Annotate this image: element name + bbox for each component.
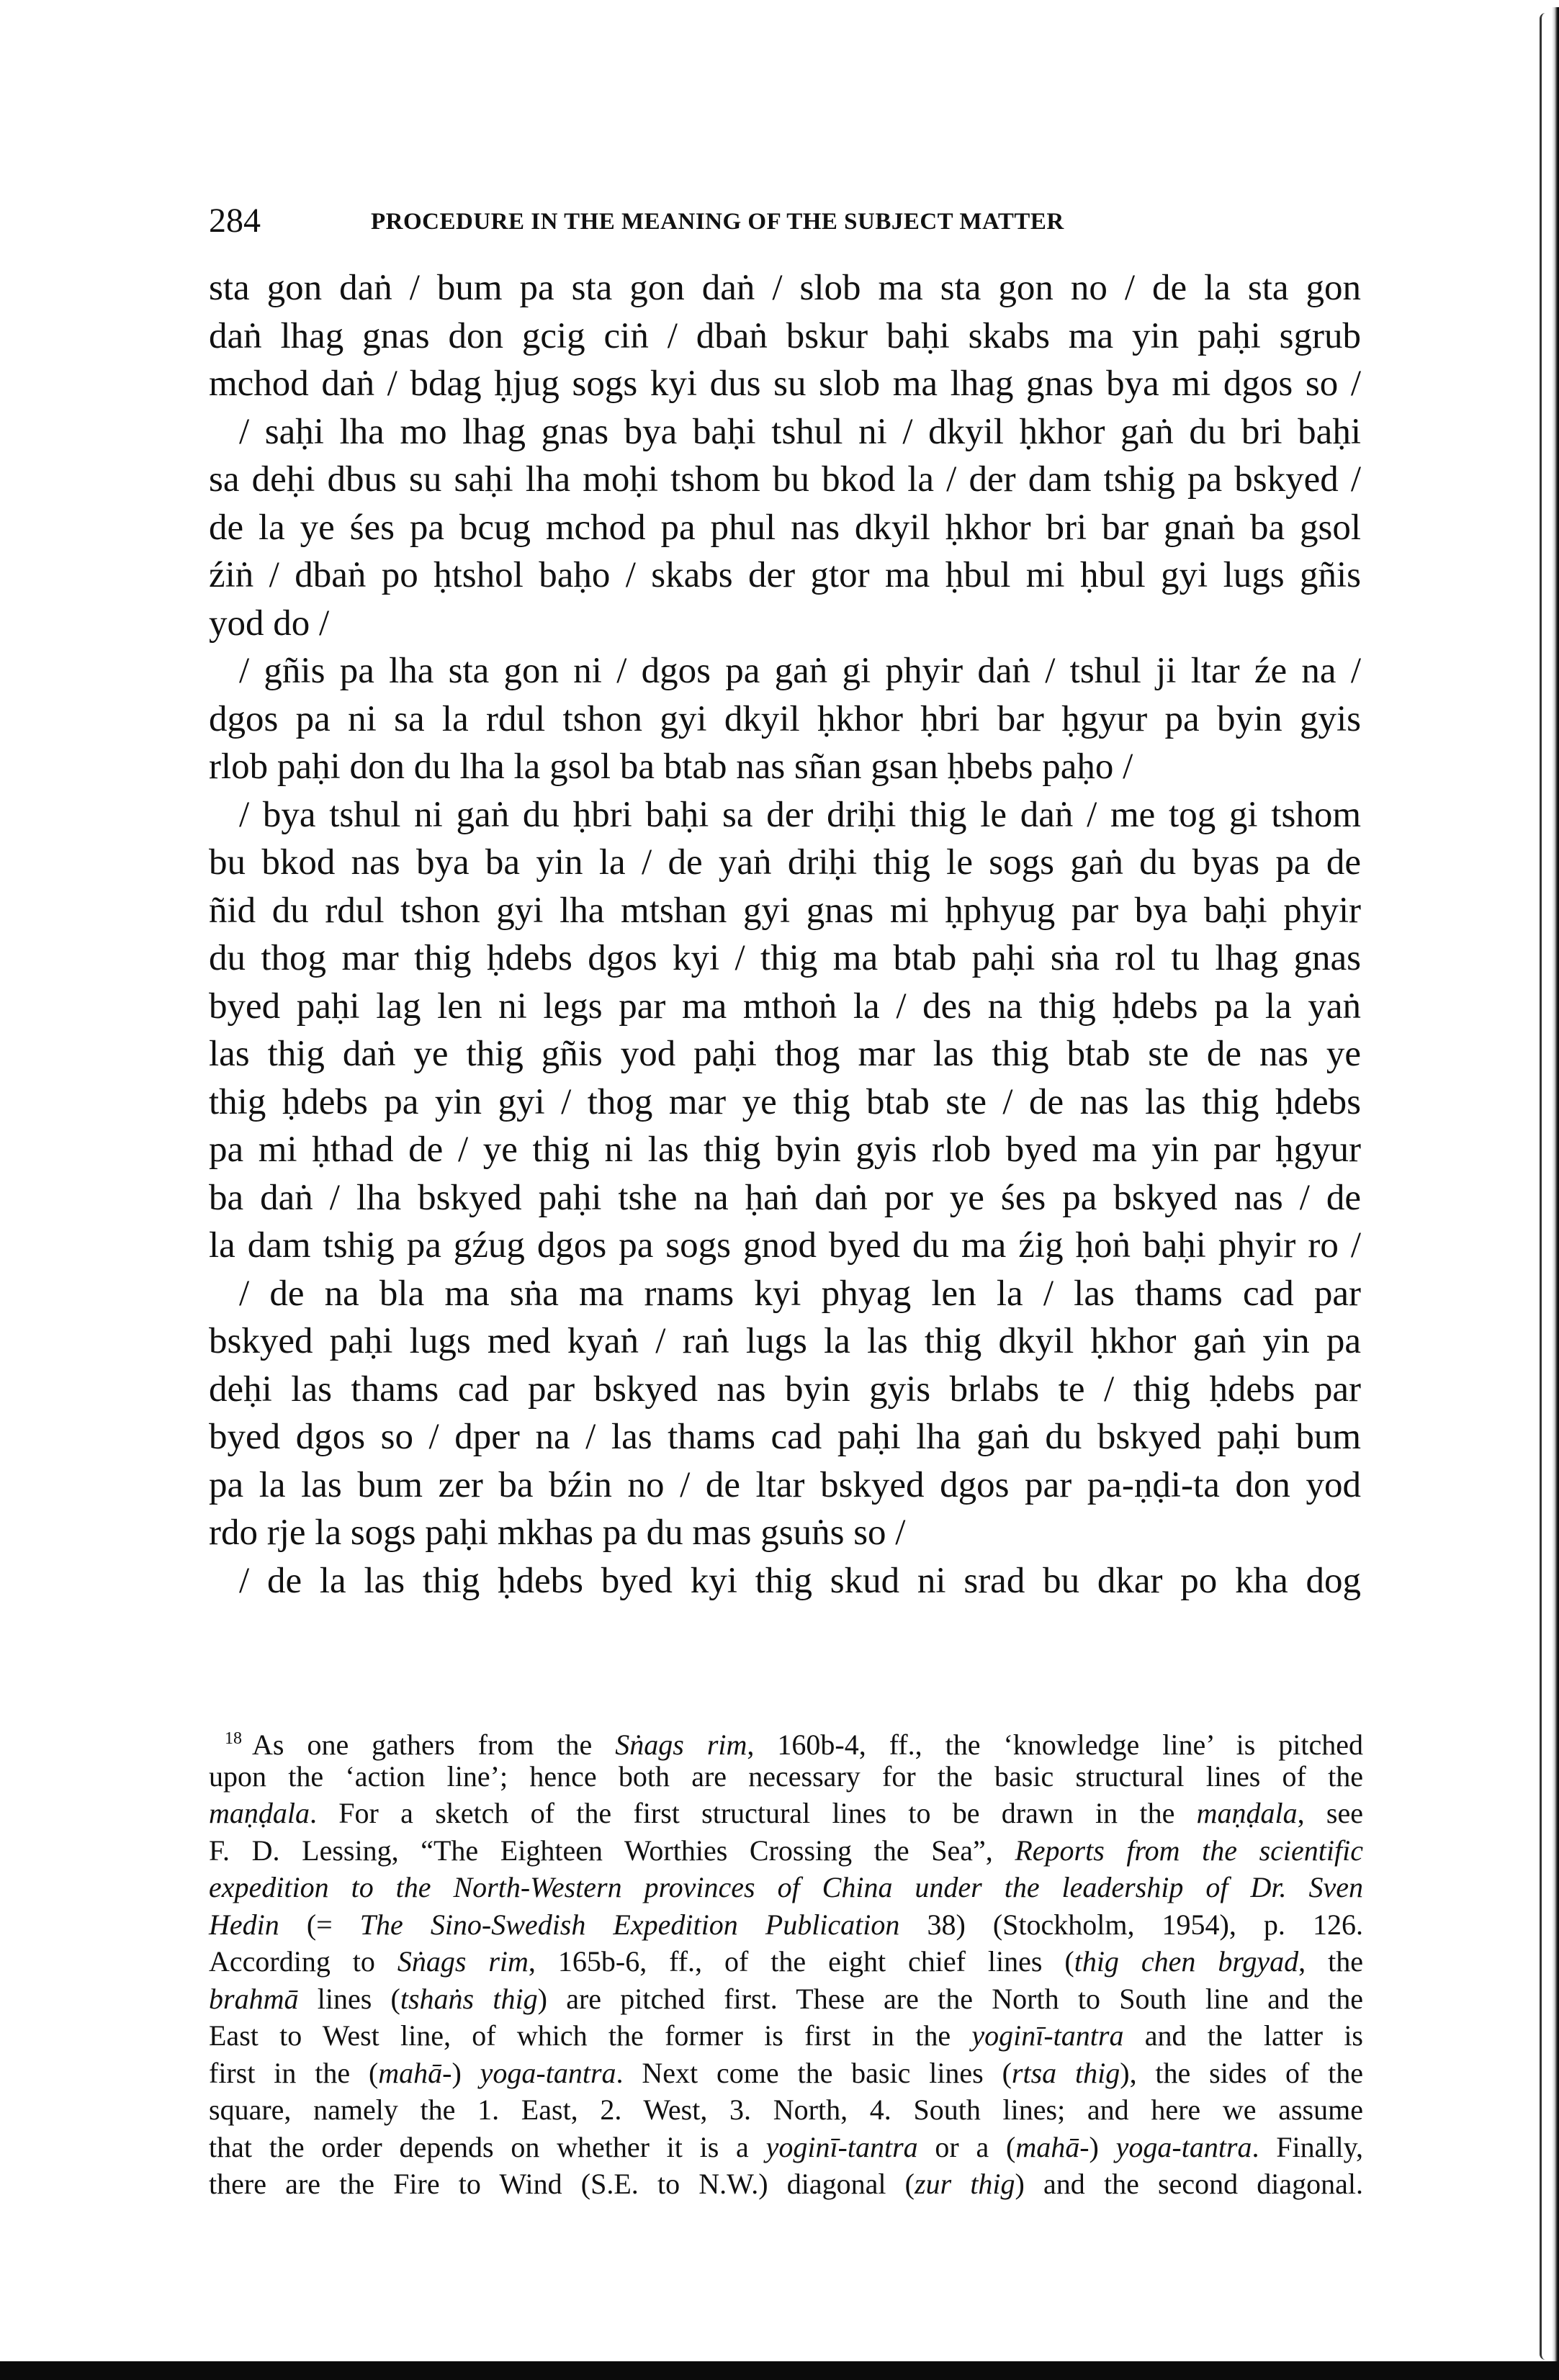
footnote-text: ) are pitched first. These are the North to South line and the	[537, 1982, 1363, 2015]
footnote-italic-text: Reports from the scientific	[1015, 1834, 1363, 1867]
footnote-line	[209, 2165, 1363, 2203]
footnote-text: . Finally,	[1252, 2130, 1363, 2163]
footnote-line	[209, 2091, 1363, 2129]
footnote-line	[209, 1795, 1363, 1832]
footnote-italic-text: tshaṅs thig	[400, 1982, 538, 2015]
body-line: rdo rje la sogs paḥi mkhas pa du mas gsuṅs so /	[209, 1513, 906, 1553]
footnote-text: lines (	[298, 1982, 400, 2015]
body-line: ba daṅ / lha bskyed paḥi tshe na ḥaṅ daṅ por ye śes pa bskyed nas / de	[209, 1177, 1361, 1218]
footnote-text: )	[1089, 2130, 1116, 2163]
footnote-italic-text: maṇḍala	[1196, 1797, 1298, 1829]
footnote-line	[209, 1906, 1363, 1944]
footnote	[209, 1721, 1363, 2203]
body-line: / bya tshul ni gaṅ du ḥbri baḥi sa der driḥi thig le daṅ / me tog gi tshom	[239, 794, 1361, 835]
footnote-text: and the latter is	[1123, 2019, 1363, 2052]
footnote-italic-text: yoga-tantra	[1115, 2130, 1252, 2163]
body-line: / gñis pa lha sta gon ni / dgos pa gaṅ gi phyir daṅ / tshul ji ltar źe na /	[239, 651, 1361, 691]
footnote-text: . For a sketch of the first structural lines to be drawn in the	[310, 1797, 1197, 1829]
footnote-text: upon the ‘action line’; hence both are necessary for the basic structural lines of the	[209, 1759, 1363, 1793]
footnote-marker: 18	[225, 1729, 242, 1748]
body-line: thig ḥdebs pa yin gyi / thog mar ye thig btab ste / de nas las thig ḥdebs	[209, 1081, 1361, 1122]
footnote-text: first in the (	[209, 2056, 379, 2089]
body-line: du thog mar thig ḥdebs dgos kyi / thig ma btab paḥi sṅa rol tu lhag gnas	[209, 938, 1361, 978]
footnote-line	[209, 1721, 1363, 1761]
footnote-italic-text: rtsa thig	[1011, 2056, 1120, 2089]
footnote-text: , see	[1297, 1797, 1363, 1829]
body-line: deḥi las thams cad par bskyed nas byin gyis brlabs te / thig ḥdebs par	[209, 1369, 1361, 1410]
footnote-italic-text: mahā-	[378, 2056, 452, 2089]
body-line: dgos pa ni sa la rdul tshon gyi dkyil ḥkhor ḥbri bar ḥgyur pa byin gyis	[209, 698, 1361, 739]
footnote-line	[209, 1980, 1363, 2018]
body-line: pa mi ḥthad de / ye thig ni las thig byin gyis rlob byed ma yin par ḥgyur	[209, 1130, 1361, 1170]
footnote-italic-text: expedition to the North-Western provinces of China under the leadership of Dr. Sven	[209, 1871, 1363, 1903]
footnote-text: As one gathers from the	[252, 1728, 616, 1761]
footnote-text: , 160b-4, ff., the ‘knowledge line’ is pitched	[747, 1728, 1363, 1761]
page-header	[209, 203, 1361, 239]
footnote-line	[209, 1832, 1363, 1870]
footnote-line	[209, 2017, 1363, 2055]
footnote-text: that the order depends on whether it is a	[209, 2130, 766, 2163]
body-line: las thig daṅ ye thig gñis yod paḥi thog mar las thig btab ste de nas ye	[209, 1034, 1361, 1074]
footnote-text: , 165b-6, ff., of the eight chief lines (	[528, 1945, 1074, 1978]
body-line: yod do /	[209, 603, 330, 644]
footnote-text: )	[451, 2056, 480, 2089]
footnote-italic-text: Sṅags rim	[397, 1945, 529, 1978]
body-line: bskyed paḥi lugs med kyaṅ / raṅ lugs la las thig dkyil ḥkhor gaṅ yin pa	[209, 1321, 1361, 1361]
body-line: ñid du rdul tshon gyi lha mtshan gyi gnas mi ḥphyug par bya baḥi phyir	[209, 890, 1361, 931]
page-binding-curl	[1540, 13, 1552, 2360]
body-line: / de na bla ma sṅa ma rnams kyi phyag len la / las thams cad par	[239, 1273, 1361, 1314]
footnote-line	[209, 1758, 1363, 1795]
body-line: byed dgos so / dper na / las thams cad paḥi lha gaṅ du bskyed paḥi bum	[209, 1417, 1361, 1457]
body-line: de la ye śes pa bcug mchod pa phul nas dkyil ḥkhor bri bar gnaṅ ba gsol	[209, 507, 1361, 548]
footnote-italic-text: yoginī-tantra	[971, 2019, 1124, 2052]
footnote-text: . Next come the basic lines (	[616, 2056, 1012, 2089]
footnote-text: square, namely the 1. East, 2. West, 3. North, 4. South lines; and here we assume	[209, 2093, 1363, 2126]
footnote-text: 38) (Stockholm, 1954), p. 126.	[899, 1908, 1363, 1941]
body-line: mchod daṅ / bdag ḥjug sogs kyi dus su slob ma lhag gnas bya mi dgos so /	[209, 364, 1361, 404]
body-line: daṅ lhag gnas don gcig ciṅ / dbaṅ bskur baḥi skabs ma yin paḥi sgrub	[209, 315, 1361, 356]
footnote-italic-text: yoga-tantra	[480, 2056, 616, 2089]
page-edge-shadow	[1552, 7, 1559, 2366]
footnote-text: ) and the second diagonal.	[1015, 2168, 1364, 2200]
footnote-italic-text: Hedin	[209, 1908, 279, 1941]
body-line: / saḥi lha mo lhag gnas bya baḥi tshul ni / dkyil ḥkhor gaṅ du bri baḥi	[239, 411, 1361, 452]
footnote-italic-text: Sṅags rim	[615, 1728, 747, 1761]
body-line: sta gon daṅ / bum pa sta gon daṅ / slob ma sta gon no / de la sta gon	[209, 268, 1361, 308]
scan-bottom-border	[0, 2361, 1559, 2380]
footnote-text: or a (	[917, 2130, 1016, 2163]
body-line: źiṅ / dbaṅ po ḥtshol baḥo / skabs der gtor ma ḥbul mi ḥbul gyi lugs gñis	[209, 555, 1361, 595]
footnote-text: According to	[209, 1945, 397, 1978]
body-line: rlob paḥi don du lha la gsol ba btab nas sñan gsan ḥbebs paḥo /	[209, 747, 1133, 787]
footnote-italic-text: The Sino-Swedish Expedition Publication	[359, 1908, 900, 1941]
footnote-text: East to West line, of which the former is first in the	[209, 2019, 972, 2052]
page-number: 284	[209, 202, 261, 240]
footnote-text: (=	[279, 1908, 360, 1941]
footnote-italic-text: maṇḍala	[209, 1797, 310, 1829]
footnote-text: F. D. Lessing, “The Eighteen Worthies Crossing the Sea”,	[209, 1834, 1015, 1867]
footnote-line	[209, 1943, 1363, 1980]
footnote-text: there are the Fire to Wind (S.E. to N.W.) diagonal (	[209, 2168, 915, 2200]
footnote-italic-text: yoginī-tantra	[765, 2130, 918, 2163]
body-line: / de la las thig ḥdebs byed kyi thig skud ni srad bu dkar po kha dog	[239, 1560, 1361, 1601]
footnote-italic-text: brahmā	[209, 1982, 299, 2015]
footnote-line	[209, 1869, 1363, 1906]
footnote-italic-text: zur thig	[915, 2168, 1015, 2200]
footnote-line	[209, 2055, 1363, 2092]
body-line: bu bkod nas bya ba yin la / de yaṅ driḥi thig le sogs gaṅ du byas pa de	[209, 842, 1361, 883]
body-line: la dam tshig pa gźug dgos pa sogs gnod byed du ma źig ḥoṅ baḥi phyir ro /	[209, 1225, 1361, 1266]
footnote-italic-text: thig chen brgyad	[1074, 1945, 1299, 1978]
body-line: pa la las bum zer ba bźin no / de ltar bskyed dgos par pa-ṇḍi-ta don yod	[209, 1464, 1361, 1505]
running-head: PROCEDURE IN THE MEANING OF THE SUBJECT MATTER	[371, 209, 1064, 235]
footnote-text: , the	[1298, 1945, 1363, 1978]
footnote-text: ), the sides of the	[1120, 2056, 1364, 2089]
footnote-italic-text: mahā-	[1015, 2130, 1089, 2163]
body-text	[209, 264, 1361, 1605]
footnote-line	[209, 2129, 1363, 2166]
body-line: sa deḥi dbus su saḥi lha moḥi tshom bu bkod la / der dam tshig pa bskyed /	[209, 459, 1361, 500]
body-line: byed paḥi lag len ni legs par ma mthoṅ la / des na thig ḥdebs pa la yaṅ	[209, 986, 1361, 1027]
